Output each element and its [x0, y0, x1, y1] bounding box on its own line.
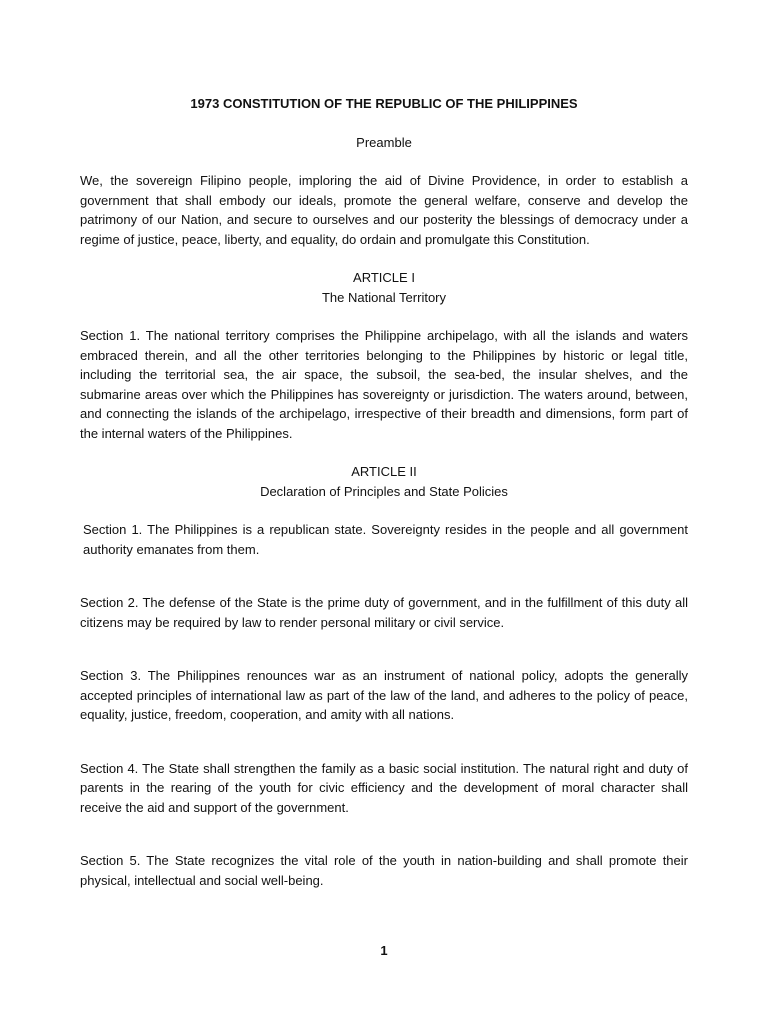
article-1-section-1: Section 1. The national territory comprises the Philippine archipelago, with all the islands and waters embraced therein, and all the other territories belonging to the Philippines by historic or legal title, including the territorial sea, the air space, the subsoil, the sea-bed, the insular shelves, and the submarine areas over which the Philippines has sovereignty or jurisdiction. The waters around, between, and connecting the islands of the archipelago, irrespective of their breadth and dimensions, form part of the internal waters of the Philippines.	[80, 328, 688, 441]
article-2-section-5: Section 5. The State recognizes the vital role of the youth in nation-building and shall promote their physical, intellectual and social well-being.	[80, 853, 688, 888]
article-2-section-2: Section 2. The defense of the State is the prime duty of government, and in the fulfillment of this duty all citizens may be required by law to render personal military or civil service.	[80, 595, 688, 630]
preamble-heading: Preamble	[356, 134, 412, 150]
article-2-heading: ARTICLE II	[351, 464, 417, 479]
article-2-subheading: Declaration of Principles and State Policies	[260, 483, 508, 499]
article-1-heading: ARTICLE I	[353, 270, 415, 285]
article-2-section-1: Section 1. The Philippines is a republican state. Sovereignty resides in the people and all government authority emanates from them.	[83, 522, 688, 557]
article-2-section-3: Section 3. The Philippines renounces war as an instrument of national policy, adopts the generally accepted principles of international law as part of the law of the land, and adheres to the policy of peace, equality, justice, freedom, cooperation, and amity with all nations.	[80, 668, 688, 722]
article-2-section-4: Section 4. The State shall strengthen the family as a basic social institution. The natural right and duty of parents in the rearing of the youth for civic efficiency and the development of moral character shall receive the aid and support of the government.	[80, 760, 688, 815]
document-title: 1973 CONSTITUTION OF THE REPUBLIC OF THE PHILIPPINES	[190, 96, 578, 111]
article-1-subheading: The National Territory	[321, 289, 447, 305]
page-number: 1	[380, 943, 388, 958]
preamble-text: We, the sovereign Filipino people, imploring the aid of Divine Providence, in order to establish a government that shall embody our ideals, promote the general welfare, conserve and develop the patrimony of our Nation, and secure to ourselves and our posterity the blessings of democracy under a regime of justice, peace, liberty, and equality, do ordain and promulgate this Constitution.	[80, 173, 688, 247]
